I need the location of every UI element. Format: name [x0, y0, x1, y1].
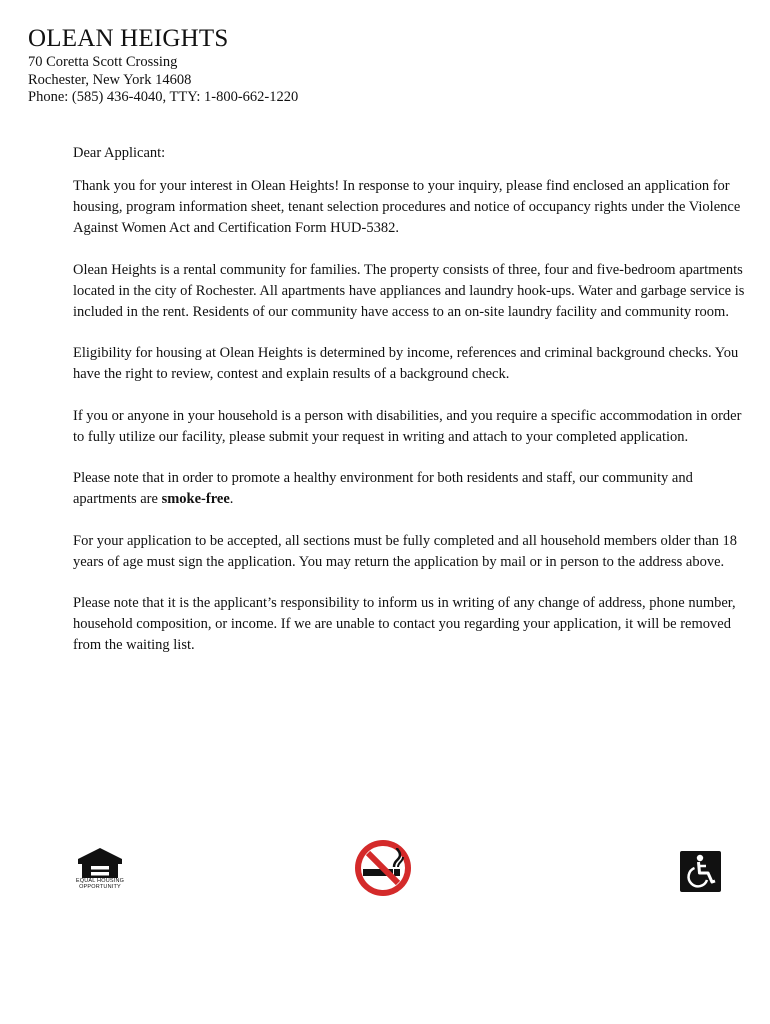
paragraph-accommodation: If you or anyone in your household is a person with disabilities, and you require a specific accommodation in order to fully utilize our facility, please submit your request in writing and attach to your completed application. [73, 407, 742, 445]
paragraph-smoke-free [73, 468, 753, 510]
smoke-free-text: Please note that in order to promote a healthy environment for both residents and staff, our community and apartments are [73, 470, 693, 507]
letter-body [73, 143, 753, 677]
wheelchair-icon [680, 851, 721, 892]
paragraph-intro: Thank you for your interest in Olean Heights! In response to your inquiry, please find enclosed an application for housing, program information sheet, tenant selection procedures and notice of occupancy rights under the Violence Against Women Act and Certification Form HUD-5382. [73, 178, 741, 236]
paragraph-property: Olean Heights is a rental community for families. The property consists of three, four and five-bedroom apartments located in the city of Rochester. All apartments have appliances and laundry hook-ups. Water and garbage service is included in the rent. Residents of our community have access to an on-site laundry facility and community room. [73, 261, 745, 320]
address-line-2: Rochester, New York 14608 [28, 71, 192, 88]
paragraph-eligibility: Eligibility for housing at Olean Heights is determined by income, references and criminal background checks. You have the right to review, contest and explain results of a background check. [73, 345, 739, 382]
letterhead [28, 24, 298, 107]
smoke-free-emphasis: smoke-free [161, 491, 230, 507]
salutation: Dear Applicant: [73, 145, 166, 161]
equal-housing-opportunity-icon [75, 846, 125, 894]
address-line-1: 70 Coretta Scott Crossing [28, 54, 178, 70]
equal-housing-text: EQUAL HOUSING OPPORTUNITY [75, 878, 125, 890]
paragraph-requirements: For your application to be accepted, all sections must be fully completed and all household members older than 18 years of age must sign the application. You may return the application by mail or in person to the address above. [73, 532, 738, 570]
smoke-free-end: . [229, 491, 234, 507]
paragraph-responsibility: Please note that it is the applicant’s responsibility to inform us in writing of any change of address, phone number, household composition, or income. If we are unable to contact you regarding your application, it will be removed from the waiting list. [73, 595, 736, 653]
no-smoking-icon [353, 838, 413, 898]
organization-name: OLEAN HEIGHTS [28, 25, 229, 52]
phone-line: Phone: (585) 436-4040, TTY: 1-800-662-1220 [28, 89, 299, 105]
